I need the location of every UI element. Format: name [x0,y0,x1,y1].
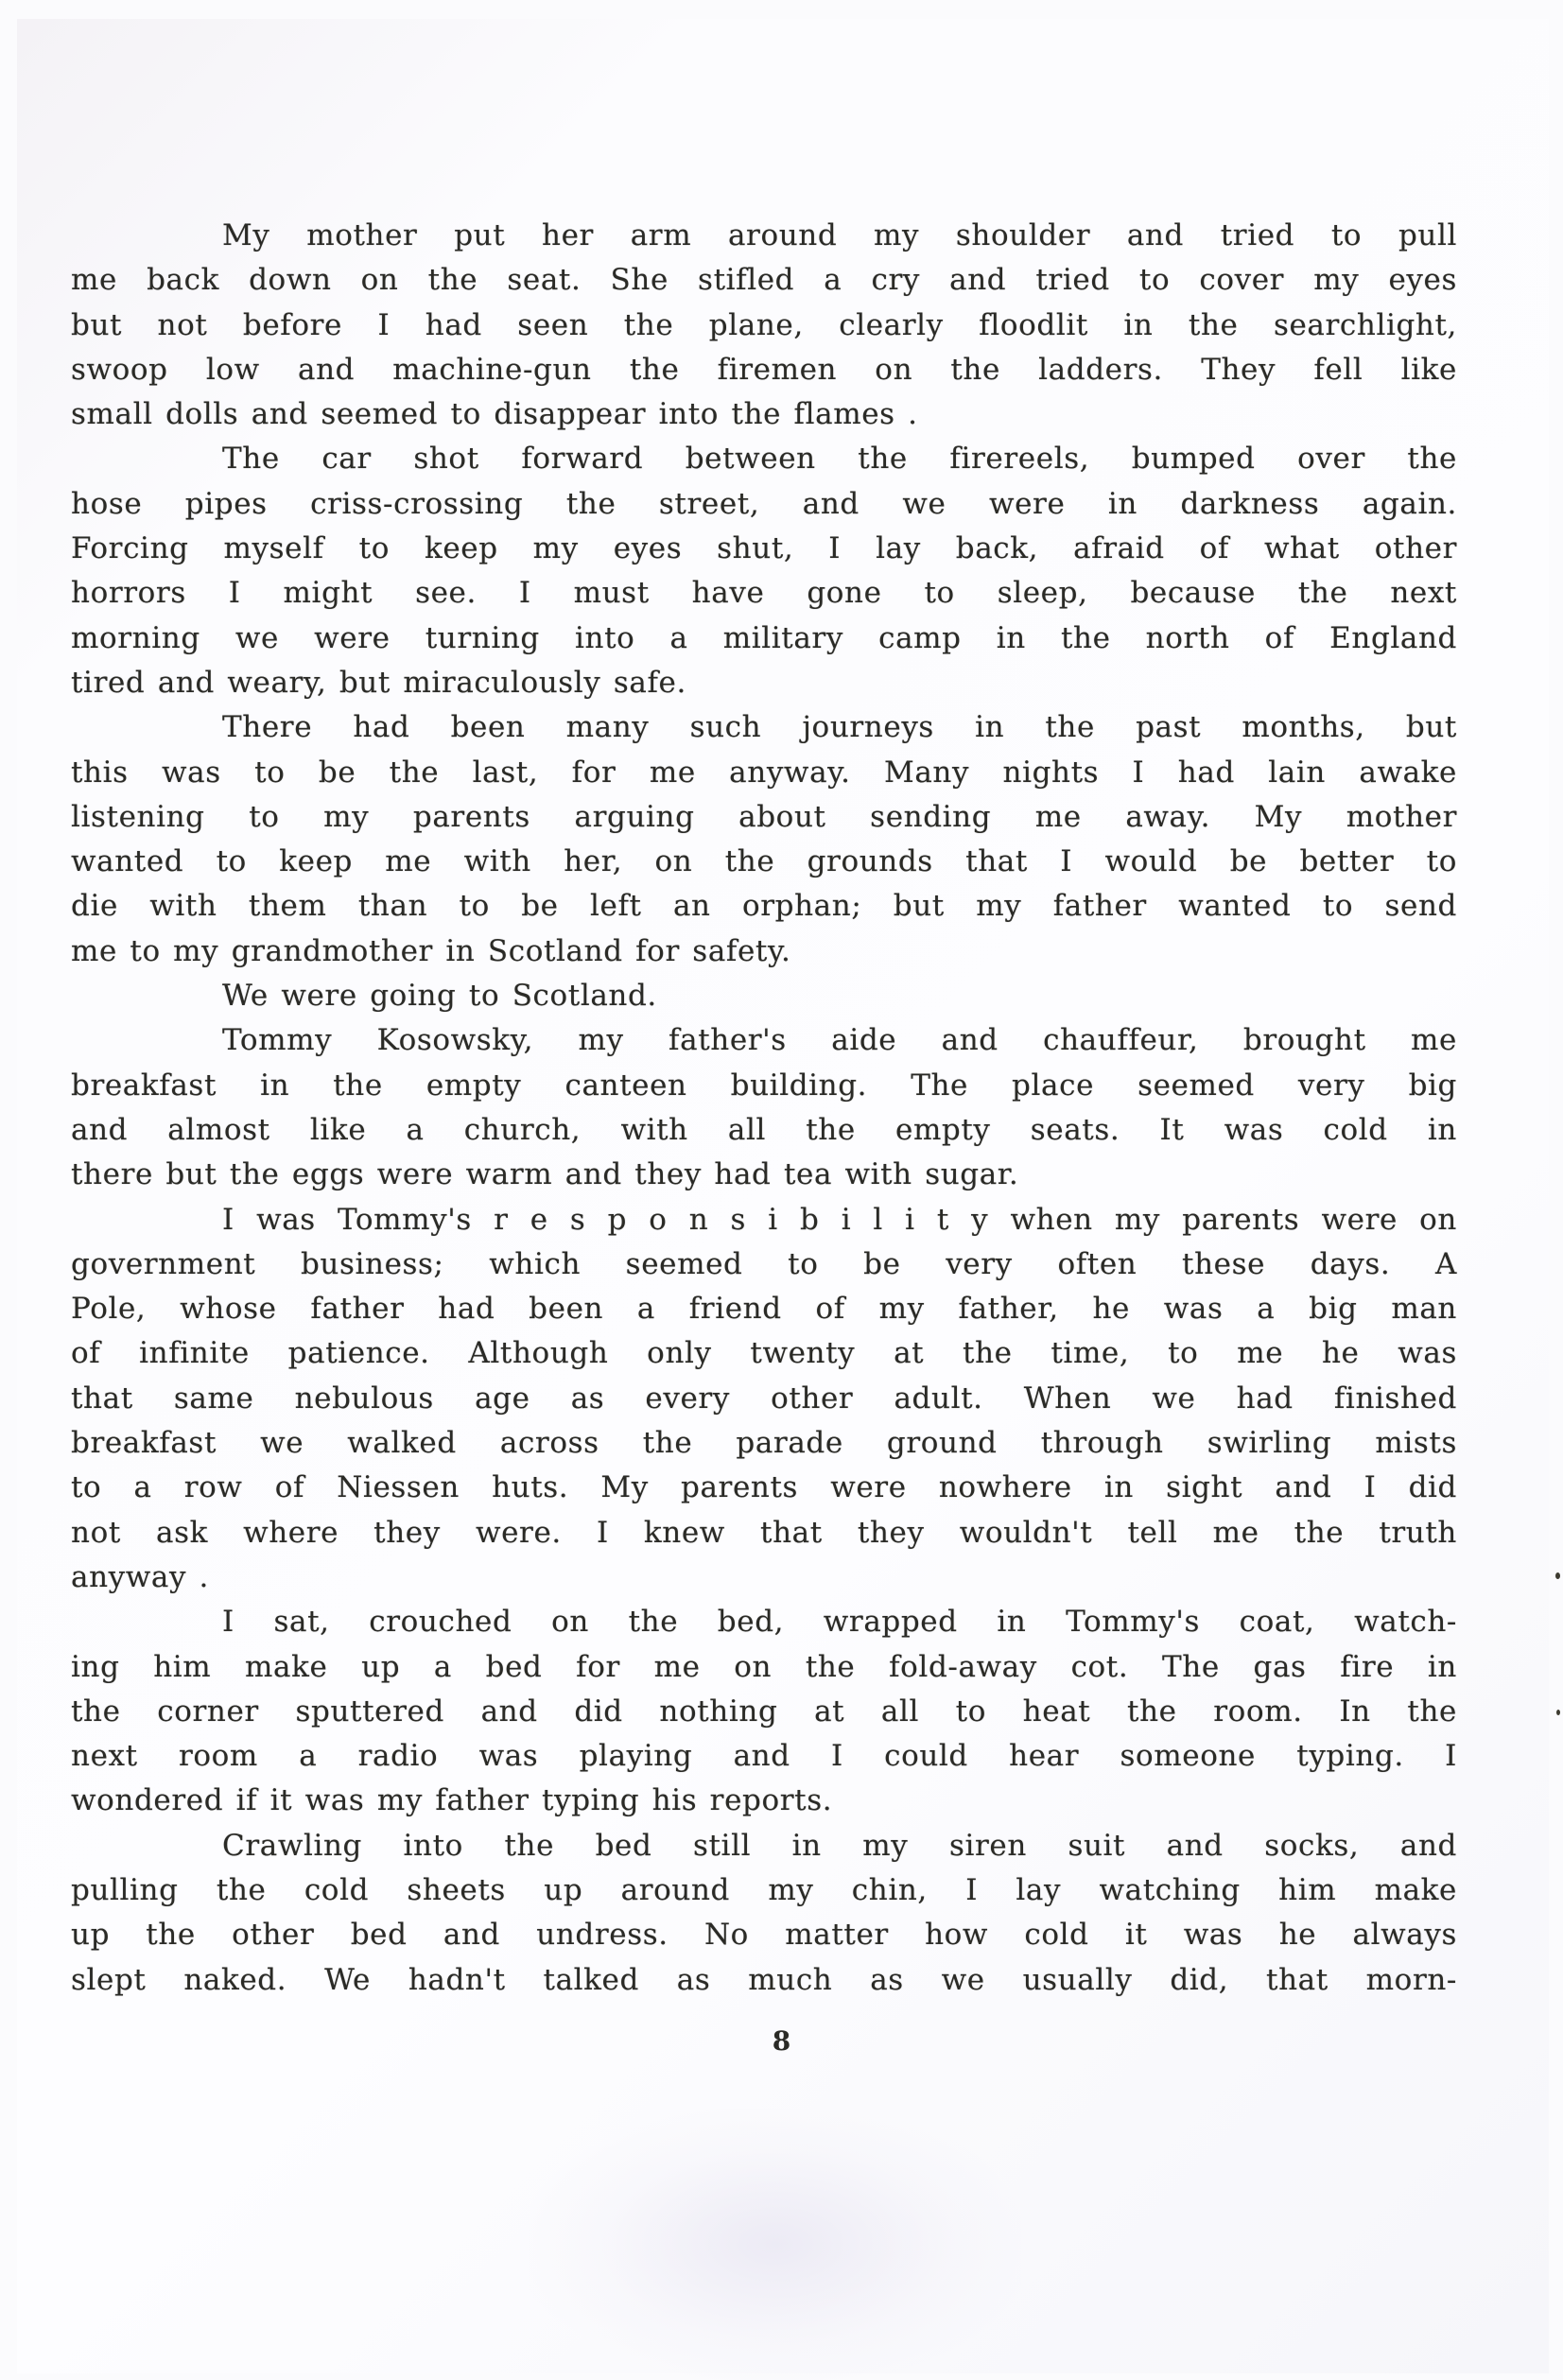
text-line: to a row of Niessen huts. My parents were nowhere in sight and I did [71,1470,1457,1505]
text-line: Tommy Kosowsky, my father's aide and chauffeur, brought me [222,1023,1457,1058]
text-line: that same nebulous age as every other adult. When we had finished [71,1381,1457,1416]
text-line: wondered if it was my father typing his reports. [71,1783,833,1818]
text-line: breakfast in the empty canteen building. The place seemed very big [71,1068,1457,1103]
body-text [71,214,1457,2003]
text-line: the corner sputtered and did nothing at all to heat the room. In the [71,1694,1457,1729]
text-line: government business; which seemed to be very often these days. A [71,1246,1457,1281]
text-line: me to my grandmother in Scotland for safety. [71,933,791,968]
text-line: and almost like a church, with all the empty seats. It was cold in [71,1112,1457,1147]
text-line: tired and weary, but miraculously safe. [71,665,686,700]
text-line: but not before I had seen the plane, clearly floodlit in the searchlight, [71,307,1457,342]
text-line: morning we were turning into a military camp in the north of England [71,620,1457,655]
text-line: not ask where they were. I knew that they wouldn't tell me the truth [71,1515,1457,1550]
text-line: Crawling into the bed still in my siren suit and socks, and [222,1828,1457,1863]
text-line: listening to my parents arguing about sending me away. My mother [71,799,1457,834]
text-line: My mother put her arm around my shoulder and tried to pull [222,218,1457,252]
text-line: I was Tommy's r e s p o n s i b i l i t y when my parents were on [222,1202,1457,1237]
text-line: Pole, whose father had been a friend of my father, he was a big man [71,1292,1457,1327]
text-line: next room a radio was playing and I could hear someone typing. I [71,1739,1457,1774]
text-line: die with them than to be left an orphan; but my father wanted to send [71,889,1457,924]
text-line: small dolls and seemed to disappear into the flames . [71,397,918,432]
text-line: We were going to Scotland. [222,979,657,1014]
text-line: hose pipes criss-crossing the street, and we were in darkness again. [71,486,1457,521]
text-line: horrors I might see. I must have gone to sleep, because the next [71,576,1457,611]
scan-speck [1556,1710,1560,1715]
text-line: I sat, crouched on the bed, wrapped in Tommy's coat, watch- [222,1605,1457,1640]
paragraph [71,1198,1457,1601]
scan-speck [1555,1572,1560,1579]
text-line: of infinite patience. Although only twenty at the time, to me he was [71,1336,1457,1371]
paragraph [71,1824,1457,2003]
text-line: slept naked. We hadn't talked as much as we usually did, that morn- [71,1962,1457,1997]
text-line: up the other bed and undress. No matter how cold it was he always [71,1918,1457,1953]
paragraph [71,705,1457,974]
scan-shadow [530,2109,1021,2380]
paragraph [71,214,1457,437]
text-line: anyway . [71,1559,209,1594]
text-line: me back down on the seat. She stifled a cry and tried to cover my eyes [71,263,1457,298]
page-number: 8 [772,2025,791,2057]
text-line: ing him make up a bed for me on the fold-away cot. The gas fire in [71,1649,1457,1684]
text-line: swoop low and machine-gun the firemen on the ladders. They fell like [71,352,1457,387]
paragraph [71,1018,1457,1197]
paragraph [71,437,1457,705]
text-line: wanted to keep me with her, on the grounds that I would be better to [71,844,1457,879]
text-line: breakfast we walked across the parade ground through swirling mists [71,1426,1457,1461]
text-line: The car shot forward between the firereels, bumped over the [222,442,1457,477]
text-line: pulling the cold sheets up around my chin, I lay watching him make [71,1872,1457,1907]
text-line: this was to be the last, for me anyway. Many nights I had lain awake [71,755,1457,790]
paragraph [71,974,1457,1018]
text-line: There had been many such journeys in the past months, but [222,710,1457,745]
text-line: there but the eggs were warm and they had tea with sugar. [71,1157,1019,1192]
text-line: Forcing myself to keep my eyes shut, I lay back, afraid of what other [71,531,1457,566]
paragraph [71,1600,1457,1823]
